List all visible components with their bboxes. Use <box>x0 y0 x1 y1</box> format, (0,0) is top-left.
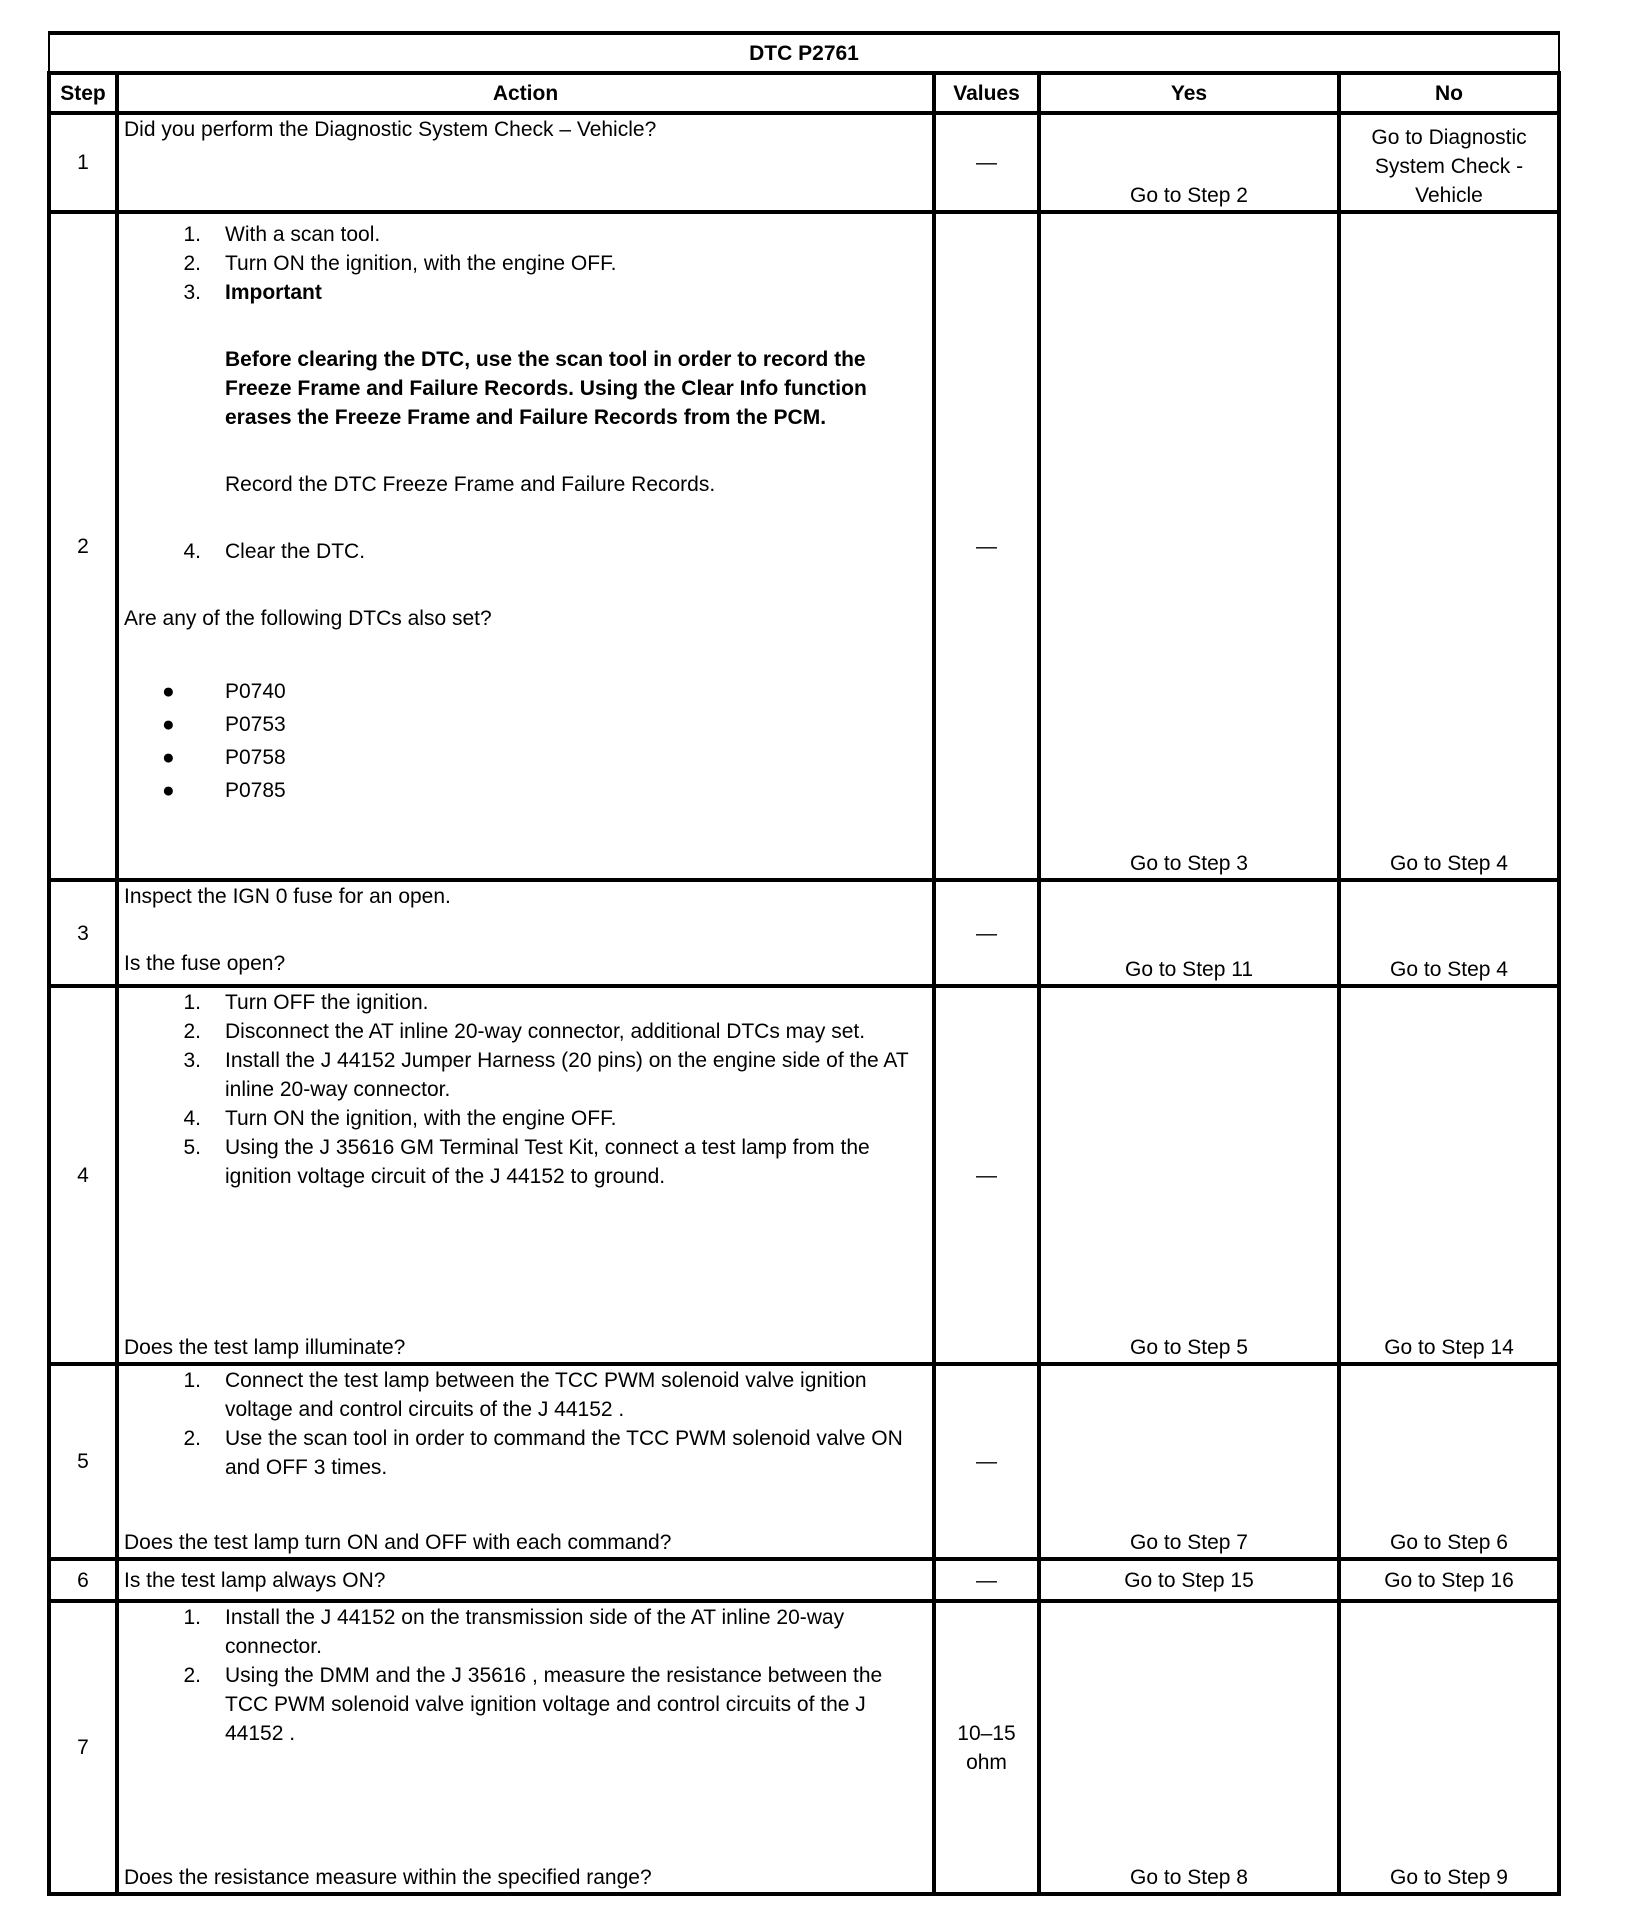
bullet-icon: ● <box>162 713 175 736</box>
no-cell: Go to Step 16 <box>1339 1559 1559 1601</box>
yes-cell: Go to Step 2 <box>1039 113 1339 212</box>
action-question: Does the test lamp turn ON and OFF with each command? <box>124 1531 672 1554</box>
important-action: Record the DTC Freeze Frame and Failure Records. <box>225 473 716 496</box>
step-number: 7 <box>49 1601 117 1894</box>
action-cell <box>117 1601 934 1894</box>
yes-cell: Go to Step 7 <box>1039 1364 1339 1559</box>
action-question: Is the test lamp always ON? <box>117 1559 934 1601</box>
item-number: 1. <box>183 1606 201 1629</box>
step-number: 5 <box>49 1364 117 1559</box>
list-item <box>124 1424 927 1482</box>
no-cell: Go to Step 6 <box>1339 1364 1559 1559</box>
item-text: Turn ON the ignition, with the engine OFF. <box>225 1107 617 1130</box>
list-item <box>124 1603 927 1661</box>
list-item <box>124 537 927 566</box>
values-cell: — <box>934 986 1039 1364</box>
yes-cell: Go to Step 11 <box>1039 880 1339 986</box>
item-number: 2. <box>183 1427 201 1450</box>
item-text: Using the DMM and the J 35616 , measure the resistance between the TCC PWM solenoid valve ignition voltage and control circuits of the J 44152 . <box>225 1664 883 1745</box>
table-row <box>49 1364 1559 1559</box>
list-item <box>124 988 927 1017</box>
item-number: 2. <box>183 1020 201 1043</box>
no-cell: Go to Step 4 <box>1339 212 1559 880</box>
list-item <box>124 1366 927 1424</box>
dtc-code: P0740 <box>225 680 286 703</box>
list-item <box>124 1017 927 1046</box>
values-cell: — <box>934 1364 1039 1559</box>
values-cell: 10–15 ohm <box>934 1601 1039 1894</box>
dtc-table <box>47 31 1561 1896</box>
table-title: DTC P2761 <box>49 33 1559 73</box>
list-item <box>124 1046 927 1104</box>
item-number: 5. <box>183 1136 201 1159</box>
item-number: 4. <box>183 540 201 563</box>
table-row <box>49 1601 1559 1894</box>
bullet-icon: ● <box>162 779 175 802</box>
dtc-item <box>124 675 927 708</box>
header-values: Values <box>934 73 1039 113</box>
yes-cell: Go to Step 8 <box>1039 1601 1339 1894</box>
action-cell <box>117 986 934 1364</box>
action-intro: Inspect the IGN 0 fuse for an open. <box>124 885 451 908</box>
values-cell: — <box>934 1559 1039 1601</box>
table-row <box>49 986 1559 1364</box>
item-number: 3. <box>183 281 201 304</box>
values-cell: — <box>934 212 1039 880</box>
values-cell: — <box>934 113 1039 212</box>
step-number: 6 <box>49 1559 117 1601</box>
step-number: 3 <box>49 880 117 986</box>
item-text: Connect the test lamp between the TCC PWM solenoid valve ignition voltage and control circuits of the J 44152 . <box>225 1369 867 1421</box>
item-number: 1. <box>183 223 201 246</box>
yes-cell: Go to Step 3 <box>1039 212 1339 880</box>
item-text: Clear the DTC. <box>225 540 366 563</box>
item-number: 2. <box>183 252 201 275</box>
item-number: 1. <box>183 991 201 1014</box>
item-number: 4. <box>183 1107 201 1130</box>
dtc-item <box>124 774 927 807</box>
list-item <box>124 1104 927 1133</box>
item-text: Disconnect the AT inline 20-way connector, additional DTCs may set. <box>225 1020 866 1043</box>
list-item <box>124 220 927 249</box>
header-no: No <box>1339 73 1559 113</box>
action-cell <box>117 880 934 986</box>
header-yes: Yes <box>1039 73 1339 113</box>
dtc-item <box>124 708 927 741</box>
dtc-code: P0758 <box>225 746 286 769</box>
no-cell: Go to Step 4 <box>1339 880 1559 986</box>
dtc-code: P0753 <box>225 713 286 736</box>
table-row <box>49 880 1559 986</box>
item-text: Turn ON the ignition, with the engine OFF. <box>225 252 617 275</box>
no-cell: Go to Diagnostic System Check - Vehicle <box>1339 113 1559 212</box>
no-cell: Go to Step 14 <box>1339 986 1559 1364</box>
table-row <box>49 1559 1559 1601</box>
no-cell: Go to Step 9 <box>1339 1601 1559 1894</box>
list-item <box>124 278 927 307</box>
dtc-list <box>124 675 927 807</box>
list-item <box>124 249 927 278</box>
bullet-icon: ● <box>162 746 175 769</box>
table-row <box>49 212 1559 880</box>
header-action: Action <box>117 73 934 113</box>
action-question: Are any of the following DTCs also set? <box>124 607 492 630</box>
item-text: Using the J 35616 GM Terminal Test Kit, connect a test lamp from the ignition voltage circuit of the J 44152 to ground. <box>225 1136 870 1188</box>
action-cell <box>117 212 934 880</box>
table-row <box>49 113 1559 212</box>
item-text: Install the J 44152 Jumper Harness (20 pins) on the engine side of the AT inline 20-way connector. <box>225 1049 909 1101</box>
dtc-code: P0785 <box>225 779 286 802</box>
item-text: Turn OFF the ignition. <box>225 991 429 1014</box>
header-step: Step <box>49 73 117 113</box>
important-note: Before clearing the DTC, use the scan tool in order to record the Freeze Frame and Failure Records. Using the Clear Info function erases the Freeze Frame and Failure Records from the PCM. <box>225 348 867 429</box>
action-cell <box>117 113 934 212</box>
list-item <box>124 1133 927 1191</box>
action-cell <box>117 1364 934 1559</box>
values-cell: — <box>934 880 1039 986</box>
step-number: 4 <box>49 986 117 1364</box>
action-question: Does the resistance measure within the specified range? <box>124 1866 652 1889</box>
list-item <box>124 1661 927 1748</box>
item-number: 2. <box>183 1664 201 1687</box>
item-text: Use the scan tool in order to command the TCC PWM solenoid valve ON and OFF 3 times. <box>225 1427 903 1479</box>
yes-cell: Go to Step 15 <box>1039 1559 1339 1601</box>
action-question: Does the test lamp illuminate? <box>124 1336 406 1359</box>
dtc-item <box>124 741 927 774</box>
item-text: With a scan tool. <box>225 223 381 246</box>
step-number: 2 <box>49 212 117 880</box>
item-number: 1. <box>183 1369 201 1392</box>
bullet-icon: ● <box>162 680 175 703</box>
step-number: 1 <box>49 113 117 212</box>
yes-cell: Go to Step 5 <box>1039 986 1339 1364</box>
action-question: Is the fuse open? <box>124 952 286 975</box>
item-text: Install the J 44152 on the transmission side of the AT inline 20-way connector. <box>225 1606 845 1658</box>
item-number: 3. <box>183 1049 201 1072</box>
item-text: Important <box>225 281 322 304</box>
action-question: Did you perform the Diagnostic System Check – Vehicle? <box>124 118 657 141</box>
